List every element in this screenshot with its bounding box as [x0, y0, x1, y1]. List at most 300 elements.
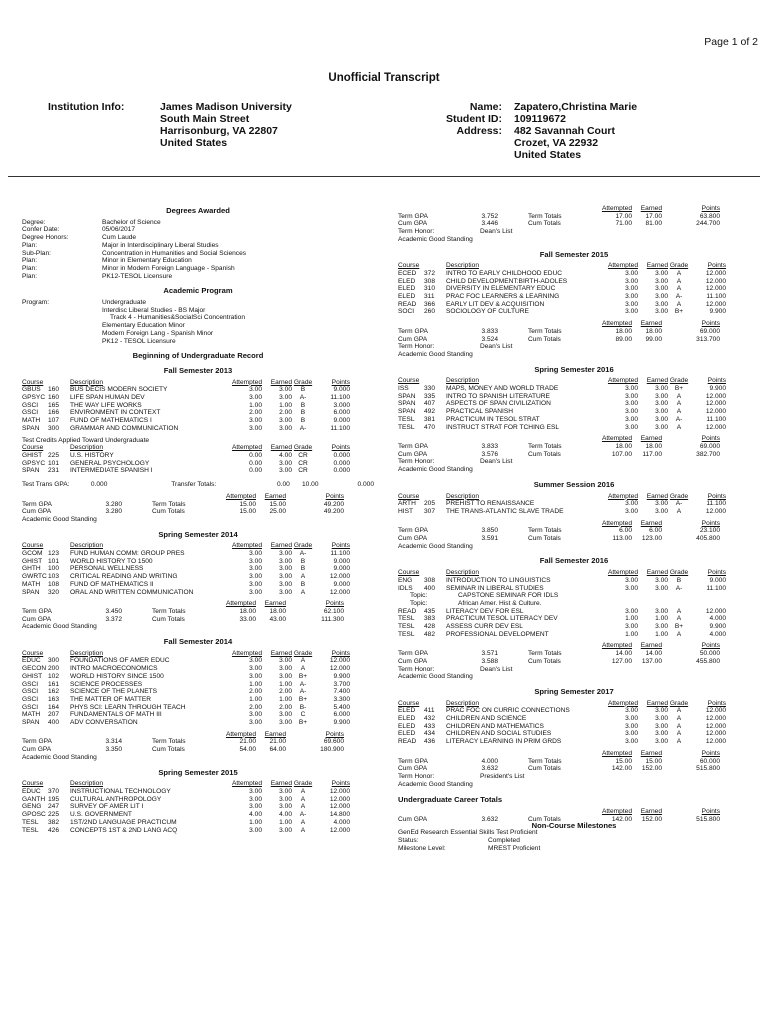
grade-col-header: Grade — [293, 780, 313, 788]
attempted-col-header: Attempted — [225, 492, 256, 500]
spacer — [528, 435, 590, 443]
course-number: 307 — [424, 507, 436, 515]
course-attempted: 3.00 — [625, 623, 638, 631]
course-points: 9.000 — [333, 417, 350, 425]
gpa-value: 3.350 — [105, 746, 122, 754]
course-row — [398, 293, 750, 301]
spacer — [450, 808, 498, 816]
course-attempted: 3.00 — [625, 584, 638, 592]
course-points: 12.000 — [705, 715, 726, 723]
course-points: 12.000 — [329, 657, 350, 665]
course-row — [22, 719, 374, 727]
totals-points: 515.800 — [696, 815, 720, 823]
milestone-level-value: MREST Proficient — [488, 844, 541, 852]
course-number: 102 — [48, 672, 60, 680]
term-heading: Spring Semester 2017 — [534, 686, 614, 696]
academic-standing: Academic Good Standing — [22, 515, 97, 523]
topic-text: African Amer. Hist & Culture. — [458, 599, 542, 607]
totals-points: 405.800 — [696, 535, 720, 543]
course-number: 107 — [48, 417, 60, 425]
course-subject: GPOSC — [22, 811, 46, 819]
spacer — [286, 493, 308, 501]
course-description: PRACTICUM TESOL LITERACY DEV — [446, 615, 558, 623]
course-number: 100 — [48, 565, 60, 573]
gpa-value: 3.372 — [105, 615, 122, 623]
course-points: 12.000 — [705, 392, 726, 400]
course-row — [398, 592, 750, 600]
spacer — [122, 493, 152, 501]
spacer — [122, 608, 152, 616]
course-points: 9.900 — [709, 623, 726, 631]
totals-attempted: 6.00 — [619, 527, 632, 535]
course-row — [22, 788, 374, 796]
milestones — [398, 822, 750, 853]
course-description: SEMINAR IN LIBERAL STUDIES — [446, 584, 544, 592]
course-description: SCIENCE PROCESSES — [70, 680, 143, 688]
spacer — [450, 750, 498, 758]
course-row — [22, 394, 374, 402]
course-attempted: 3.00 — [249, 711, 262, 719]
spacer — [122, 738, 152, 746]
attempted-col-header: Attempted — [225, 600, 256, 608]
degree-row — [22, 226, 374, 234]
spacer — [662, 650, 684, 658]
course-subject: ECED — [398, 269, 417, 277]
gpa-label: Cum GPA — [22, 508, 52, 516]
spacer — [498, 750, 528, 758]
spacer — [662, 750, 684, 758]
spacer — [286, 746, 308, 754]
course-earned: 3.00 — [655, 738, 668, 746]
points-col-header: Points — [331, 649, 350, 657]
course-row — [22, 657, 374, 665]
course-number: 400 — [48, 719, 60, 727]
course-earned: 3.00 — [655, 293, 668, 301]
totals-earned: 152.00 — [641, 815, 662, 823]
description-col-header: Description — [446, 569, 479, 577]
course-row — [398, 631, 750, 639]
course-subject: SPAN — [398, 400, 416, 408]
totals-attempted: 15.00 — [239, 508, 256, 516]
totals-earned: 137.00 — [641, 657, 662, 665]
degree-value: Minor in Modern Foreign Language - Spanish — [102, 264, 235, 272]
degree-value: Cum Laude — [102, 234, 137, 242]
course-attempted: 3.00 — [625, 500, 638, 508]
spacer — [498, 220, 528, 228]
course-description: CHILDREN AND SCIENCE — [446, 715, 527, 723]
course-attempted: 3.00 — [249, 394, 262, 402]
grade-col-header: Grade — [669, 377, 689, 385]
course-earned: 3.00 — [655, 730, 668, 738]
course-row — [398, 278, 750, 286]
spacer — [122, 616, 152, 624]
course-attempted: 3.00 — [625, 576, 638, 584]
spacer — [74, 600, 122, 608]
course-row — [398, 301, 750, 309]
course-points: 12.000 — [705, 722, 726, 730]
term-gpa-row — [398, 213, 750, 221]
course-grade: B+ — [674, 385, 684, 393]
course-grade: B+ — [298, 695, 308, 703]
course-subject: ELED — [398, 730, 416, 738]
course-row — [22, 425, 374, 433]
degree-value: Concentration in Humanities and Social Sciences — [102, 249, 247, 257]
academic-standing: Academic Good Standing — [398, 466, 473, 474]
course-attempted: 3.00 — [625, 293, 638, 301]
course-description: ORAL AND WRITTEN COMMUNICATION — [70, 588, 194, 596]
course-points: 12.000 — [705, 269, 726, 277]
course-header-row — [398, 262, 750, 270]
course-subject: ELED — [398, 293, 416, 301]
course-row — [22, 409, 374, 417]
course-attempted: 4.00 — [249, 811, 262, 819]
spacer — [498, 435, 528, 443]
course-grade: A- — [299, 688, 307, 696]
spacer — [662, 816, 684, 824]
spacer — [22, 493, 74, 501]
course-earned: 3.00 — [279, 386, 292, 394]
course-description: PREHIST TO RENAISSANCE — [446, 500, 535, 508]
course-number: 370 — [48, 788, 60, 795]
term-gpa-row — [398, 527, 750, 535]
earned-col-header: Earned — [640, 749, 662, 757]
term-heading: Fall Semester 2013 — [163, 365, 233, 375]
description-col-header: Description — [70, 649, 103, 657]
course-number: 433 — [424, 722, 436, 730]
course-row — [22, 386, 374, 394]
spacer — [498, 816, 528, 824]
totals-attempted: 113.00 — [612, 535, 632, 543]
spacer — [398, 808, 450, 816]
course-grade: A — [300, 803, 306, 811]
course-grade: B — [300, 409, 306, 417]
spacer — [498, 650, 528, 658]
earned-col-header: Earned — [270, 378, 292, 386]
course-subject: READ — [398, 607, 417, 615]
course-subject: TESL — [398, 615, 415, 623]
course-number: 381 — [424, 415, 436, 423]
course-description: CRITICAL READING AND WRITING — [70, 573, 178, 581]
degree-row — [22, 273, 374, 281]
course-subject: GSCI — [22, 401, 39, 409]
course-number: 426 — [48, 826, 60, 834]
topic-label: Topic: — [410, 592, 428, 600]
address-line: United States — [514, 149, 582, 161]
course-number: 225 — [48, 811, 60, 819]
course-col-header: Course — [398, 492, 420, 500]
course-description: ASSESS CURR DEV ESL — [446, 623, 523, 631]
totals-points: 50.000 — [699, 650, 720, 658]
course-number: 200 — [48, 665, 60, 673]
course-number: 470 — [424, 423, 436, 431]
degrees-heading: Degrees Awarded — [166, 206, 230, 215]
course-points: 9.000 — [333, 557, 350, 565]
course-row — [398, 308, 750, 316]
spacer — [424, 377, 446, 385]
points-col-header: Points — [325, 600, 344, 608]
gpa-label: Term GPA — [22, 500, 52, 508]
spacer — [286, 508, 308, 516]
course-subject: ELED — [398, 277, 416, 285]
course-earned: 3.00 — [655, 423, 668, 431]
course-subject: TESL — [398, 630, 415, 638]
topic-text: CAPSTONE SEMINAR FOR IDLS — [458, 592, 559, 600]
course-number: 400 — [424, 584, 436, 592]
description-col-header: Description — [70, 780, 103, 788]
course-row — [22, 803, 374, 811]
course-grade: A — [676, 507, 682, 515]
topic-label: Topic: — [410, 599, 428, 607]
course-points: 9.900 — [333, 672, 350, 680]
course-earned: 3.00 — [279, 424, 292, 432]
course-subject: GWRTC — [22, 573, 47, 581]
spacer — [450, 435, 498, 443]
grade-col-header: Grade — [293, 378, 313, 386]
gpa-label: Cum GPA — [398, 450, 428, 458]
earned-col-header: Earned — [646, 569, 668, 577]
spacer — [450, 520, 498, 528]
course-row — [398, 623, 750, 631]
cum-gpa-row — [398, 451, 750, 459]
course-grade: A — [676, 269, 682, 277]
academic-standing: Academic Good Standing — [398, 673, 473, 681]
degree-list — [22, 219, 374, 281]
spacer — [424, 493, 446, 501]
course-number: 205 — [424, 500, 436, 508]
course-grade: A — [676, 730, 682, 738]
attempted-col-header: Attempted — [607, 377, 638, 385]
gpa-value: 3.591 — [481, 535, 498, 543]
term-section — [22, 769, 374, 835]
course-points: 5.400 — [333, 703, 350, 711]
gpa-label: Term GPA — [398, 757, 428, 765]
spacer — [662, 336, 684, 344]
spacer — [662, 765, 684, 773]
course-earned: 3.00 — [655, 722, 668, 730]
milestone-title: GenEd Research Essential Skills Test Proficient — [398, 829, 538, 837]
course-attempted: 3.00 — [625, 392, 638, 400]
earned-col-header: Earned — [270, 542, 292, 550]
spacer — [286, 731, 308, 739]
description-col-header: Description — [446, 699, 479, 707]
course-subject: SOCI — [398, 308, 415, 316]
attempted-col-header: Attempted — [231, 378, 262, 386]
gpa-value: 3.524 — [481, 335, 498, 343]
course-attempted: 3.00 — [625, 715, 638, 723]
description-col-header: Description — [70, 444, 103, 452]
test-trans-row — [22, 481, 374, 489]
course-earned: 2.00 — [279, 688, 292, 696]
course-description: MAPS, MONEY AND WORLD TRADE — [446, 385, 559, 393]
course-number: 162 — [48, 688, 60, 696]
term-honor-value: Dean's List — [480, 665, 513, 673]
totals-label: Cum Totals — [528, 815, 561, 823]
course-earned: 3.00 — [655, 392, 668, 400]
course-description: GRAMMAR AND COMMUNICATION — [70, 424, 179, 432]
totals-label: Cum Totals — [528, 535, 561, 543]
course-attempted: 3.00 — [625, 415, 638, 423]
course-earned: 3.00 — [655, 623, 668, 631]
course-points: 9.900 — [333, 719, 350, 727]
right-column — [398, 205, 750, 852]
course-subject: ISS — [398, 385, 409, 393]
course-attempted: 3.00 — [249, 386, 262, 394]
course-points: 4.000 — [333, 818, 350, 826]
course-points: 3.700 — [333, 680, 350, 688]
totals-attempted: 15.00 — [615, 757, 632, 765]
attempted-col-header: Attempted — [225, 730, 256, 738]
course-earned: 1.00 — [655, 630, 668, 638]
spacer — [398, 520, 450, 528]
gpa-label: Term GPA — [398, 527, 428, 535]
course-row — [22, 711, 374, 719]
course-grade: A — [300, 588, 306, 596]
course-earned: 3.00 — [655, 308, 668, 316]
course-attempted: 3.00 — [249, 424, 262, 432]
term-honor-value: Dean's List — [480, 228, 513, 236]
term-section — [22, 531, 374, 631]
course-row — [398, 270, 750, 278]
totals-label: Term Totals — [528, 527, 562, 535]
cum-gpa-row — [22, 616, 374, 624]
attempted-col-header: Attempted — [607, 569, 638, 577]
earned-col-header: Earned — [646, 492, 668, 500]
course-attempted: 2.00 — [249, 409, 262, 417]
spacer — [48, 379, 70, 387]
degree-key: Plan: — [22, 272, 38, 280]
address-line: 482 Savannah Court — [514, 125, 615, 137]
course-earned: 3.00 — [279, 795, 292, 803]
spacer — [662, 658, 684, 666]
course-points: 9.000 — [709, 576, 726, 584]
degree-row — [22, 265, 374, 273]
grade-col-header: Grade — [293, 542, 313, 550]
course-col-header: Course — [398, 569, 420, 577]
program-lines — [102, 299, 374, 345]
course-description: U.S. HISTORY — [70, 451, 114, 459]
term-honor-row — [398, 666, 750, 674]
course-grade: C — [300, 711, 306, 719]
course-row — [22, 665, 374, 673]
course-description: BUS DECIS MODERN SOCIETY — [70, 386, 168, 394]
milestone-level-label: Milestone Level: — [398, 844, 446, 852]
totals-attempted: 71.00 — [615, 220, 632, 228]
transfer-totals-label: Transfer Totals: — [171, 481, 217, 489]
course-row — [22, 550, 374, 558]
course-grade: A- — [299, 811, 307, 819]
course-row — [22, 402, 374, 410]
totals-attempted: 21.00 — [239, 738, 256, 746]
totals-points: 382.700 — [696, 450, 720, 458]
course-subject: GECON — [22, 665, 47, 673]
course-grade: A — [300, 826, 306, 834]
course-subject: SPAN — [22, 467, 40, 475]
totals-earned: 18.00 — [269, 607, 286, 615]
course-header-row — [22, 379, 374, 387]
course-row — [22, 573, 374, 581]
grade-col-header: Grade — [293, 444, 313, 452]
gpa-value: 3.450 — [105, 607, 122, 615]
course-attempted: 3.00 — [249, 657, 262, 665]
course-earned: 1.00 — [279, 695, 292, 703]
course-number: 428 — [424, 623, 436, 631]
course-grade: B+ — [298, 672, 308, 680]
course-description: INTERMEDIATE SPANISH I — [70, 467, 153, 475]
degree-key: Degree Honors: — [22, 234, 69, 242]
program-line: PK12 - TESOL Licensure — [102, 337, 176, 345]
course-header-row — [22, 444, 374, 452]
term-honor-label: Term Honor: — [398, 773, 435, 780]
term-section — [398, 557, 750, 681]
course-description: PROFESSIONAL DEVELOPMENT — [446, 630, 549, 638]
course-number: 492 — [424, 408, 436, 416]
course-number: 310 — [424, 285, 436, 293]
spacer — [662, 451, 684, 459]
course-attempted: 1.00 — [249, 818, 262, 826]
attempted-col-header: Attempted — [607, 699, 638, 707]
course-points: 12.000 — [705, 277, 726, 285]
course-number: 300 — [48, 657, 60, 665]
course-description: INTRO TO EARLY CHILDHOOD EDUC — [446, 269, 563, 277]
totals-earned: 15.00 — [269, 500, 286, 508]
course-attempted: 0.00 — [249, 467, 262, 475]
course-subject: ELED — [398, 722, 416, 730]
term-gpa-row — [22, 501, 374, 509]
course-attempted: 1.00 — [249, 680, 262, 688]
totals-header-row — [22, 731, 374, 739]
course-points: 7.400 — [333, 688, 350, 696]
totals-header-row — [398, 808, 750, 816]
course-grade: A — [676, 738, 682, 746]
course-header-row — [398, 569, 750, 577]
institution-line: Harrisonburg, VA 22807 — [160, 125, 278, 137]
course-grade: A- — [675, 500, 683, 508]
points-col-header: Points — [701, 642, 720, 650]
milestone-status-value: Completed — [488, 836, 520, 844]
term-heading: Spring Semester 2016 — [534, 364, 614, 374]
totals-earned: 18.00 — [645, 442, 662, 450]
totals-points: 60.000 — [699, 757, 720, 765]
course-points: 3.300 — [333, 695, 350, 703]
transfer-attempted: 0.00 — [276, 481, 290, 489]
course-points: 9.000 — [333, 386, 350, 394]
course-points: 9.900 — [709, 308, 726, 316]
totals-points: 49.200 — [323, 508, 344, 516]
course-description: INTRO MACROECONOMICS — [70, 665, 158, 673]
course-description: LITERACY DEV FOR ESL — [446, 607, 524, 615]
test-trans-gpa-label: Test Trans GPA: — [22, 481, 70, 489]
course-points: 12.000 — [705, 607, 726, 615]
course-points: 4.000 — [709, 630, 726, 638]
gpa-label: Cum GPA — [22, 746, 52, 754]
course-points: 12.000 — [329, 588, 350, 596]
earned-col-header: Earned — [264, 730, 286, 738]
course-points: 12.000 — [705, 507, 726, 515]
career-totals — [398, 796, 750, 823]
totals-label: Cum Totals — [528, 220, 561, 228]
course-description: U.S. GOVERNMENT — [70, 811, 132, 819]
spacer — [498, 527, 528, 535]
course-subject: GHIST — [22, 557, 43, 565]
term-section — [22, 367, 374, 524]
academic-standing: Academic Good Standing — [22, 623, 97, 631]
course-description: LIFE SPAN HUMAN DEV — [70, 394, 145, 402]
course-col-header: Course — [398, 699, 420, 707]
grade-col-header: Grade — [293, 649, 313, 657]
degree-row — [22, 219, 374, 227]
totals-earned: 25.00 — [269, 508, 286, 516]
gpa-label: Term GPA — [398, 650, 428, 658]
